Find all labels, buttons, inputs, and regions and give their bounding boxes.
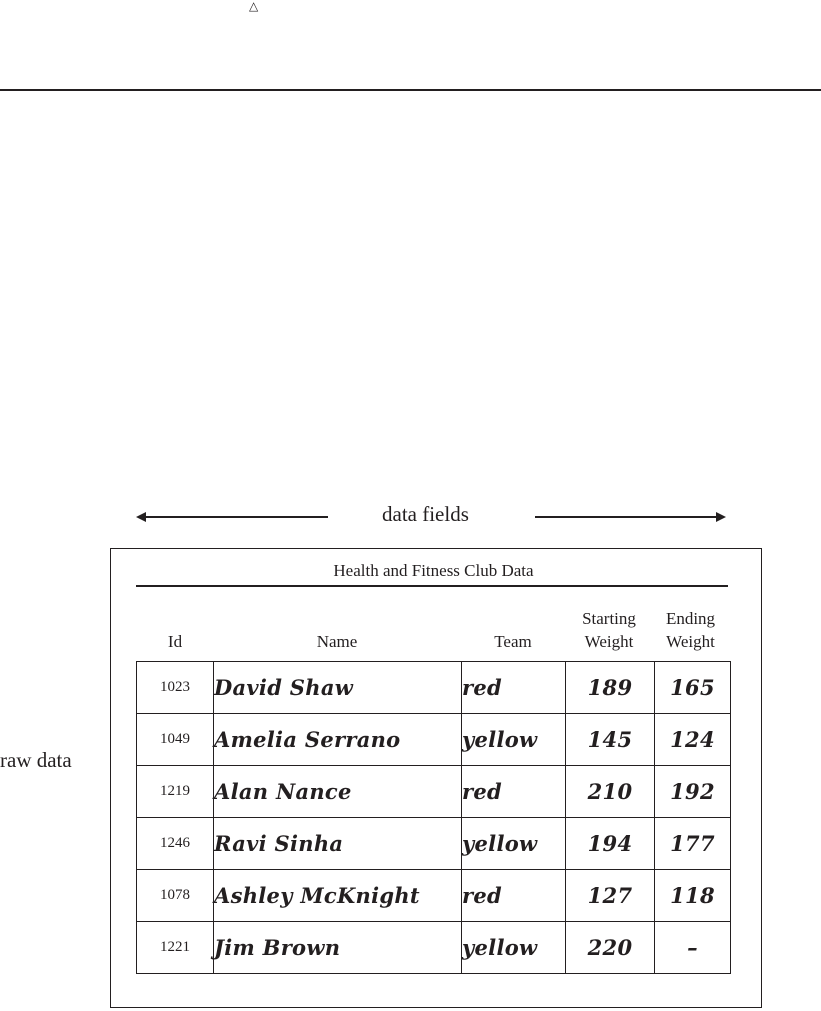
table-row	[137, 818, 731, 870]
cell-id: 1049	[137, 714, 214, 766]
cell-team: yellow	[462, 818, 566, 870]
right-arrow-icon	[716, 512, 726, 522]
data-fields-label: data fields	[382, 502, 469, 526]
cell-name: David Shaw	[214, 662, 462, 714]
cell-id: 1023	[137, 662, 214, 714]
cell-team: red	[462, 870, 566, 922]
cell-name: Amelia Serrano	[214, 714, 462, 766]
cell-team: red	[462, 766, 566, 818]
cell-ending-weight: 118	[655, 870, 731, 922]
cell-name: Ashley McKnight	[214, 870, 462, 922]
starting-weight-label: Starting Weight	[582, 609, 636, 651]
cell-ending-weight: 192	[655, 766, 731, 818]
raw-data-label: raw data	[0, 748, 72, 772]
table-row	[137, 766, 731, 818]
data-panel	[110, 548, 762, 1008]
column-header-starting-weight	[565, 607, 653, 653]
cell-name: Jim Brown	[214, 922, 462, 974]
cell-name: Ravi Sinha	[214, 818, 462, 870]
data-table	[136, 661, 731, 974]
cell-starting-weight: 145	[566, 714, 655, 766]
ending-weight-label: Ending Weight	[665, 609, 716, 651]
cell-starting-weight: 127	[566, 870, 655, 922]
cell-team: yellow	[462, 714, 566, 766]
column-header-id: Id	[167, 632, 183, 651]
data-fields-row	[136, 500, 726, 530]
panel-title: Health and Fitness Club Data	[333, 561, 534, 580]
cell-id: 1246	[137, 818, 214, 870]
panel-title-rule	[136, 585, 728, 587]
cell-name: Alan Nance	[214, 766, 462, 818]
column-header-team: Team	[494, 632, 532, 651]
table-row	[137, 870, 731, 922]
cell-ending-weight: 124	[655, 714, 731, 766]
right-arrow-line	[535, 516, 718, 518]
top-rule	[0, 89, 821, 91]
cell-ending-weight: –	[655, 922, 731, 974]
table-row	[137, 922, 731, 974]
triangle-icon: △	[249, 0, 259, 13]
cell-starting-weight: 210	[566, 766, 655, 818]
cell-starting-weight: 189	[566, 662, 655, 714]
cell-id: 1221	[137, 922, 214, 974]
cell-ending-weight: 177	[655, 818, 731, 870]
cell-ending-weight: 165	[655, 662, 731, 714]
cell-team: yellow	[462, 922, 566, 974]
cell-id: 1219	[137, 766, 214, 818]
cell-starting-weight: 220	[566, 922, 655, 974]
table-row	[137, 714, 731, 766]
cell-team: red	[462, 662, 566, 714]
cell-id: 1078	[137, 870, 214, 922]
left-arrow-line	[140, 516, 328, 518]
column-header-ending-weight	[653, 607, 728, 653]
cell-starting-weight: 194	[566, 818, 655, 870]
column-header-name: Name	[316, 632, 358, 651]
table-row	[137, 662, 731, 714]
